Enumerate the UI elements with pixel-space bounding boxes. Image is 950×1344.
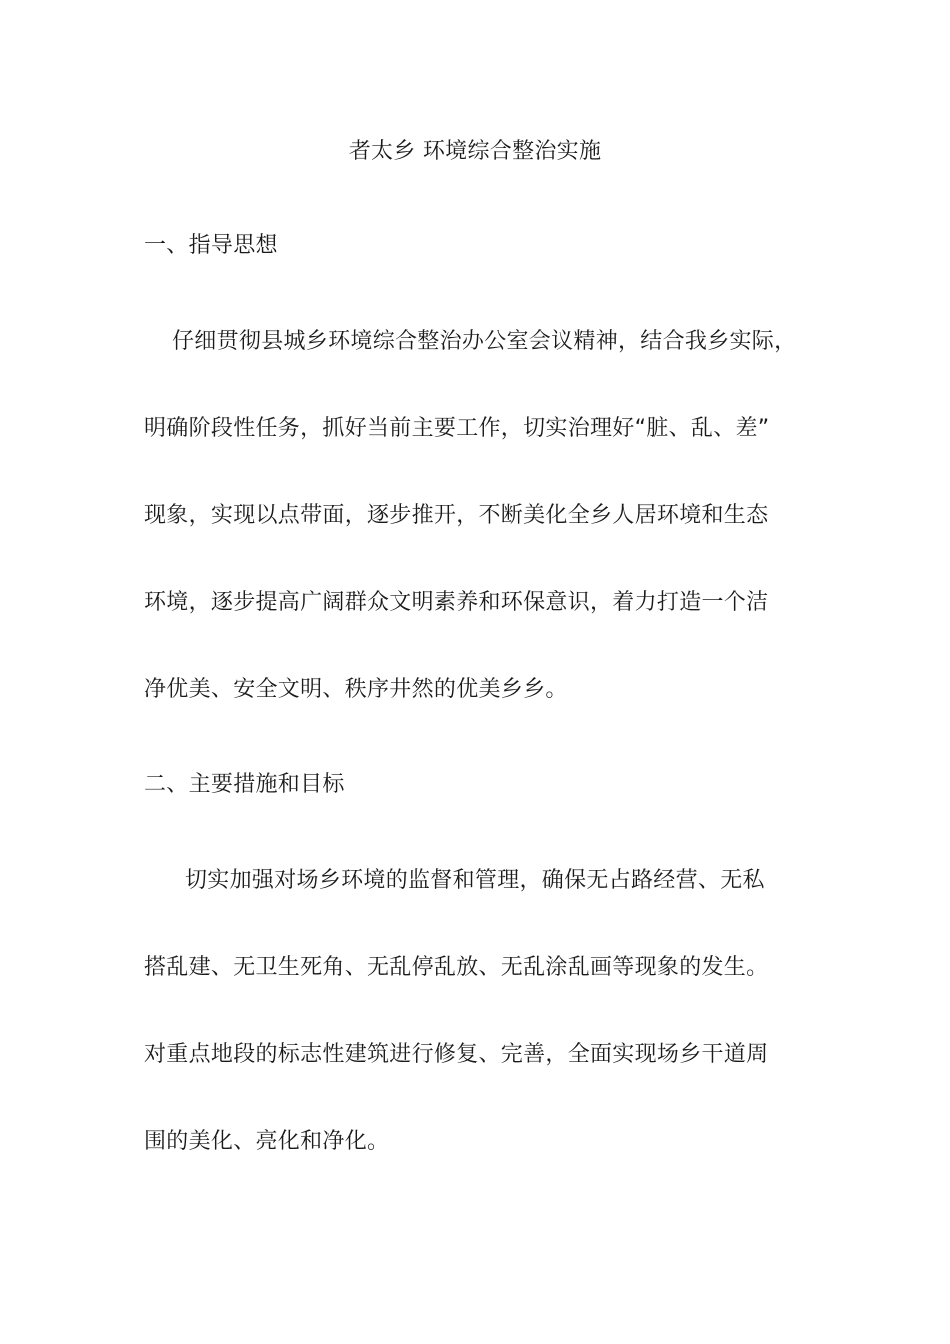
paragraph-line: 净优美、安全文明、秩序井然的优美乡乡。 — [144, 677, 568, 702]
paragraph-line: 切实加强对场乡环境的监督和管理，确保无占路经营、无私 — [185, 868, 765, 893]
section-heading-guiding-ideology: 一、指导思想 — [144, 233, 278, 258]
paragraph-line: 仔细贯彻县城乡环境综合整治办公室会议精神，结合我乡实际， — [172, 329, 797, 354]
paragraph-line: 搭乱建、无卫生死角、无乱停乱放、无乱涂乱画等现象的发生。 — [144, 955, 769, 980]
section-heading-measures-goals: 二、主要措施和目标 — [144, 772, 345, 797]
paragraph-line: 围的美化、亮化和净化。 — [144, 1129, 390, 1154]
paragraph-line: 明确阶段性任务，抓好当前主要工作，切实治理好“脏、乱、差” — [144, 416, 770, 441]
paragraph-line: 环境，逐步提高广阔群众文明素养和环保意识，着力打造一个洁 — [144, 590, 769, 615]
paragraph-line: 对重点地段的标志性建筑进行修复、完善，全面实现场乡干道周 — [144, 1042, 769, 1067]
paragraph-line: 现象，实现以点带面，逐步推开，不断美化全乡人居环境和生态 — [144, 503, 769, 528]
document-title: 者太乡 环境综合整治实施 — [348, 139, 602, 164]
